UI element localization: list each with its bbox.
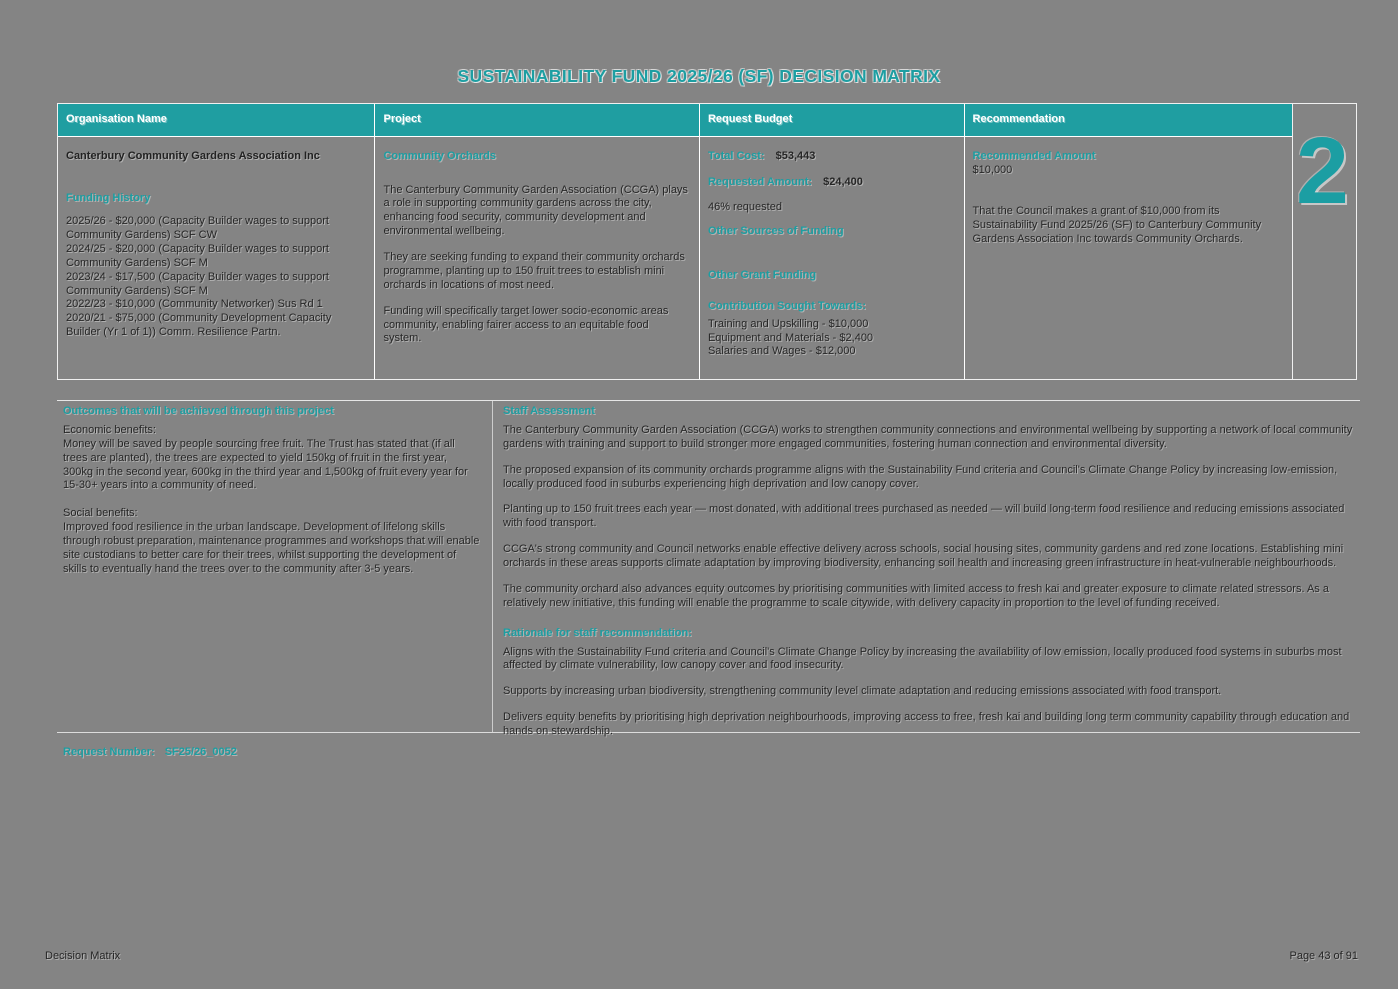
funding-history-heading: Funding History [66,191,151,204]
total-cost-line [708,150,954,164]
matrix-main-table [57,103,1293,380]
outcomes-heading: Outcomes that will be achieved through this project [63,405,334,417]
percent-requested: 46% requested [707,201,782,214]
staff-assessment-paragraph: Planting up to 150 fruit trees each year — most donated, with additional trees purchased as needed — will build long-term food resilience and reducing emissions associated with food transport. [503,503,1345,530]
organisation-name: Canterbury Community Gardens Association Inc [66,150,320,162]
funding-history-entry: 2023/24 - $17,500 (Capacity Builder wages to support Community Gardens) SCF M [66,270,329,297]
footer-page-number: Page 43 of 91 [1289,950,1358,962]
other-grant-heading: Other Grant Funding [707,268,817,281]
column-header-recommendation: Recommendation [972,113,1065,125]
column-header-organisation: Organisation Name [58,104,375,136]
recommended-amount-label: Recommended Amount [972,150,1096,162]
recommended-amount-value: $10,000 [972,163,1013,176]
contribution-item: Training and Upskilling - $10,000 [707,317,869,330]
cell-recommendation [965,136,1292,379]
outcomes-section [57,401,493,732]
social-benefits-text: Improved food resilience in the urban landscape. Development of lifelong skills through robust preparation, maintenance programmes and workshops that will enable site custodians to better care for their trees, whilst supporting the development of skills to eventually hand the trees over to the community after 3-5 years. [63,521,480,575]
rationale-paragraph: Delivers equity benefits by prioritising high deprivation neighbourhoods, improving access to free, fresh kai and building long term community capability through education and hands on stewardship. [503,711,1350,738]
total-cost-label: Total Cost: [707,150,765,162]
requested-amount-label: Requested Amount: [707,175,813,188]
contribution-item: Equipment and Materials - $2,400 [707,331,874,344]
staff-assessment-paragraph: The proposed expansion of its community orchards programme aligns with the Sustainability Fund criteria and Council's Climate Change Policy by increasing low-emission, locally produced food in suburbs experiencing high deprivation and low canopy cover. [503,463,1338,490]
table-body-row [58,136,1292,379]
funding-history-entry: 2025/26 - $20,000 (Capacity Builder wages to support Community Gardens) SCF CW [66,215,329,242]
cell-request-budget [700,136,965,379]
funding-history-entry: 2024/25 - $20,000 (Capacity Builder wages to support Community Gardens) SCF M [66,242,329,269]
column-header-project: Project [375,104,699,136]
request-number-label: Request Number: [63,746,155,758]
staff-assessment-heading: Staff Assessment [503,405,595,417]
rationale-paragraph: Aligns with the Sustainability Fund criteria and Council's Climate Change Policy by increasing the availability of low emission, locally produced food systems in suburbs most affected by climate vulnerability, low canopy cover and food insecurity. [503,645,1342,672]
project-paragraph: Funding will specifically target lower socio-economic areas community, enabling fairer access to an equitable food system. [383,304,669,345]
decision-matrix-table [57,103,1357,380]
table-header-row [58,104,1292,136]
funding-history-entry: 2020/21 - $75,000 (Community Development Capacity Builder (Yr 1 of 1)) Comm. Resilience Partn. [66,312,332,339]
staff-assessment-section [493,401,1360,738]
project-paragraph: The Canterbury Community Garden Association (CCGA) plays a role in supporting community gardens across the city, enhancing food security, community development and environmental wellbeing. [383,183,688,238]
score-column [1293,103,1357,380]
total-cost-value: $53,443 [775,150,816,162]
request-number-value: SF25/26_0052 [164,746,237,758]
page-title: SUSTAINABILITY FUND 2025/26 (SF) DECISION MATRIX [457,66,941,86]
economic-benefits-label: Economic benefits: [63,424,156,436]
social-benefits-label: Social benefits: [63,507,138,520]
staff-assessment-paragraph: The Canterbury Community Garden Association (CCGA) works to strengthen community connections and environmental wellbeing by supporting a network of local community gardens with training and support to build stronger more engaged communities, fostering human connection and environmental diversity. [503,424,1353,450]
request-number [63,746,237,758]
staff-assessment-paragraph: The community orchard also advances equity outcomes by prioritising communities with limited access to fresh kai and greater exposure to climate related stressors. As a relatively new initiative, this funding will enable the programme to scale citywide, with delivery capacity in proportion to the level of funding received. [503,582,1329,609]
score-value: 2 [1296,118,1349,224]
funding-history-entry: 2022/23 - $10,000 (Community Networker) Sus Rd 1 [66,298,323,311]
rationale-paragraph: Supports by increasing urban biodiversity, strengthening community level climate adaptation and reducing emissions associated with food transport. [503,685,1222,698]
economic-benefits-text: Money will be saved by people sourcing free fruit. The Trust has stated that (if all trees are planted), the trees are expected to yield 150kg of fruit in the first year, 300kg in the second year, 600kg in the third year and 1,500kg of fruit every year for 15-30+ years into a community of need. [63,437,468,492]
cell-project [375,136,699,379]
requested-amount-line [708,176,954,190]
requested-amount-value: $24,400 [823,175,863,188]
cell-organisation [58,136,375,379]
rationale-heading: Rationale for staff recommendation: [503,626,692,639]
project-title: Community Orchards [383,150,496,162]
contribution-heading: Contribution Sought Towards: [707,300,866,313]
other-sources-heading: Other Sources of Funding [707,224,844,237]
column-header-budget: Request Budget [700,104,965,136]
footer-document-title: Decision Matrix [45,950,121,962]
recommendation-text: That the Council makes a grant of $10,000 from its Sustainability Fund 2025/26 (SF) to Canterbury Community Gardens Association Inc towards Community Orchards. [972,205,1262,245]
project-paragraph: They are seeking funding to expand their community orchards programme, planting up to 150 fruit trees to establish mini orchards in locations of most need. [383,251,685,291]
assessment-sections [57,400,1360,738]
staff-assessment-paragraph: CCGA's strong community and Council networks enable effective delivery across schools, social housing sites, community gardens and red zone locations. Establishing mini orchards in these areas supports climate adaptation by improving biodiversity, enhancing soil health and increasing green infrastructure in heat-vulnerable neighbourhoods. [503,543,1344,570]
contribution-item: Salaries and Wages - $12,000 [707,345,856,358]
